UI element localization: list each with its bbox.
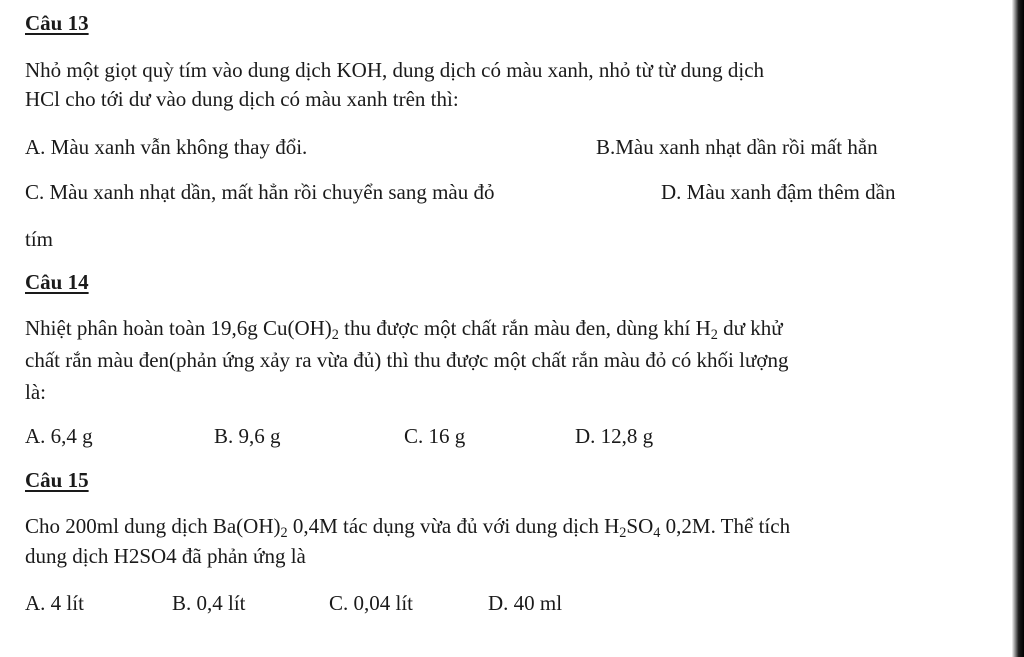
- question-14-heading: Câu 14: [25, 270, 89, 294]
- question-14-option-d: D. 12,8 g: [575, 424, 654, 448]
- question-15-option-c: C. 0,04 lít: [329, 591, 414, 615]
- page-edge-shadow: [1012, 0, 1024, 657]
- question-13-option-d: D. Màu xanh đậm thêm dần: [661, 180, 896, 204]
- question-13-option-c: C. Màu xanh nhạt dần, mất hẳn rồi chuyển sang màu đỏ: [25, 180, 495, 204]
- question-13-stem-line2: HCl cho tới dư vào dung dịch có màu xanh trên thì:: [25, 87, 459, 111]
- question-15-option-a: A. 4 lít: [25, 591, 84, 615]
- question-15-option-d: D. 40 ml: [488, 591, 563, 615]
- question-14-option-b: B. 9,6 g: [214, 424, 281, 448]
- question-14-option-a: A. 6,4 g: [25, 424, 93, 448]
- question-15-stem-line2: dung dịch H2SO4 đã phản ứng là: [25, 544, 306, 568]
- question-14-stem-line2: chất rắn màu đen(phản ứng xảy ra vừa đủ) thì thu được một chất rắn màu đỏ có khối lượng: [25, 348, 789, 372]
- question-14-stem-line1: Nhiệt phân hoàn toàn 19,6g $Cu(OH)_2$ thu được một chất rắn màu đen, dùng khí $H_2$ dư khử: [25, 316, 783, 343]
- question-13-option-a: A. Màu xanh vẫn không thay đổi.: [25, 135, 308, 159]
- question-13-stem-line1: Nhỏ một giọt quỳ tím vào dung dịch KOH, dung dịch có màu xanh, nhỏ từ từ dung dịch: [25, 58, 765, 82]
- question-15-stem-line1: Cho 200ml dung dịch $Ba(OH)_2$ 0,4M tác dụng vừa đủ với dung dịch $H_2SO_4$ 0,2M. Thể tích: [25, 514, 791, 541]
- question-13-heading: Câu 13: [25, 11, 89, 35]
- question-15-option-b: B. 0,4 lít: [172, 591, 246, 615]
- question-13-option-d-continued: tím: [25, 227, 54, 251]
- question-14-stem-line3: là:: [25, 380, 46, 404]
- question-13-option-b: B.Màu xanh nhạt dần rồi mất hẳn: [596, 135, 878, 159]
- question-15-heading: Câu 15: [25, 468, 89, 492]
- question-14-option-c: C. 16 g: [404, 424, 466, 448]
